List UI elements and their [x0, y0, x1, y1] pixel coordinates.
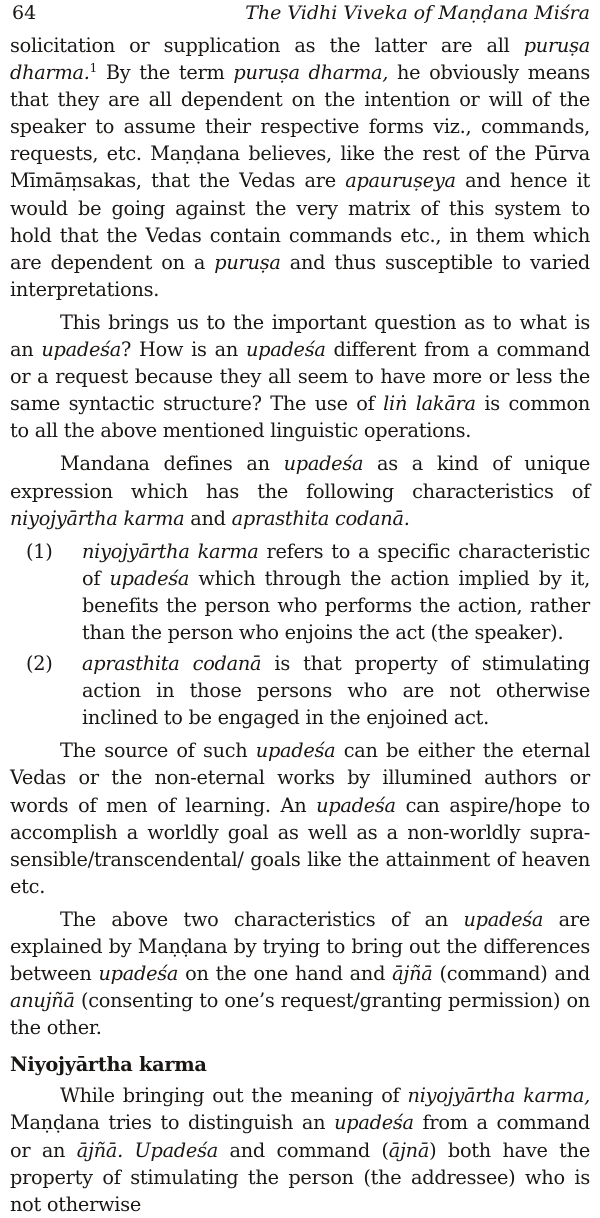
list-text — [82, 650, 590, 731]
list-item — [10, 538, 590, 646]
term: liṅ lakāra — [383, 392, 476, 416]
section-heading: Niyojyārtha karma — [10, 1053, 207, 1077]
list-item — [10, 650, 590, 731]
text: different from a command or a request because they all seem to have more or less the same syntactic structure? The use of — [10, 338, 590, 416]
term: upadeśa — [245, 338, 326, 362]
running-title: The Vidhi Viveka of Maṇḍana Miśra — [245, 2, 590, 24]
term: ājñā. Upadeśa — [76, 1138, 218, 1162]
text: and command ( — [217, 1138, 389, 1162]
term: puruṣa dharma, — [233, 61, 389, 85]
term: upadeśa — [463, 907, 544, 931]
text: (command) and — [432, 962, 590, 986]
text: Mandana defines an — [60, 452, 284, 476]
term: ājnā — [388, 1138, 430, 1162]
term: niyojyārtha karma — [82, 539, 259, 563]
paragraph-2 — [10, 309, 590, 444]
term: upadeśa — [283, 452, 364, 476]
text: from a command or an — [10, 1111, 590, 1162]
term: ājñā — [392, 962, 433, 986]
text: can aspire/hope to accomplish a worldly goal as well as a non-worldly supra-sensible/transcendental/ goals like the attainment of heaven etc. — [10, 793, 590, 898]
numbered-list — [10, 538, 590, 732]
term: aprasthita codanā. — [231, 506, 410, 530]
paragraph-3 — [10, 450, 590, 531]
text: ) both have the property of stimulating the person (the addressee) who is not otherwise — [10, 1138, 590, 1216]
text: ? How is an — [121, 338, 246, 362]
list-text — [82, 538, 590, 646]
page-body — [10, 32, 590, 1218]
text: The above two characteristics of an — [60, 907, 464, 931]
text: The source of such — [60, 739, 256, 763]
paragraph-1 — [10, 32, 590, 303]
text: which through the action implied by it, benefits the person who performs the action, rather than the person who enjoins the act (the speaker). — [82, 566, 590, 644]
term: upadeśa — [316, 793, 396, 817]
term: upadeśa — [109, 566, 190, 590]
term: upadeśa — [255, 739, 336, 763]
text: refers to a specific characteristic of — [82, 539, 590, 590]
text: are explained by Maṇḍana by trying to bring out the differences between — [10, 907, 590, 986]
text: and — [184, 506, 232, 530]
text: Maṇḍana tries to distinguish an — [10, 1111, 335, 1135]
page-number: 64 — [12, 2, 37, 24]
list-number: (2) — [26, 652, 53, 676]
term: puruṣa — [214, 250, 281, 274]
text: By the term — [97, 61, 234, 85]
term: puruṣa dharma. — [10, 34, 590, 85]
text: While bringing out the meaning of — [60, 1084, 408, 1108]
term: aprasthita codanā — [82, 652, 262, 676]
text: This brings us to the important question as to what is an — [10, 310, 590, 362]
footnote-marker[interactable]: 1 — [89, 61, 98, 76]
text: is that property of stimulating action in those persons who are not otherwise inclined to be engaged in the enjoined act. — [82, 652, 590, 730]
term: upadeśa — [41, 338, 121, 362]
text: (consenting to one’s request/granting permission) on the other. — [10, 989, 590, 1040]
text: he obviously means that they are all dependent on the intention or will of the speaker to assume their respective forms viz., commands, requests, etc. Maṇḍana believes, like the rest of the Pūrva Mīmāṃsakas, that the Vedas are — [10, 61, 590, 193]
running-head — [12, 2, 590, 28]
paragraph-6 — [10, 1082, 590, 1217]
text: as a kind of unique expression which has the following characteristics of — [10, 452, 590, 503]
text: on the one hand and — [178, 962, 393, 986]
term: niyojyārtha karma, — [407, 1084, 590, 1108]
text: can be either the eternal Vedas or the non-eternal works by illumined authors or words of men of learning. An — [10, 739, 590, 817]
text: and thus susceptible to varied interpretations. — [10, 250, 590, 301]
text: solicitation or supplication as the latter are all — [10, 34, 524, 57]
term: niyojyārtha karma — [10, 506, 185, 530]
term: anujñā — [10, 989, 75, 1013]
term: apauruṣeya — [345, 169, 456, 193]
paragraph-4 — [10, 737, 590, 900]
list-number: (1) — [26, 539, 53, 563]
paragraph-5 — [10, 906, 590, 1041]
term: upadeśa — [98, 962, 179, 986]
text: is common to all the above mentioned linguistic operations. — [10, 392, 590, 443]
text: and hence it would be going against the very matrix of this system to hold that the Vedas contain commands etc., in them which are dependent on a — [10, 169, 590, 274]
term: upadeśa — [334, 1111, 414, 1135]
